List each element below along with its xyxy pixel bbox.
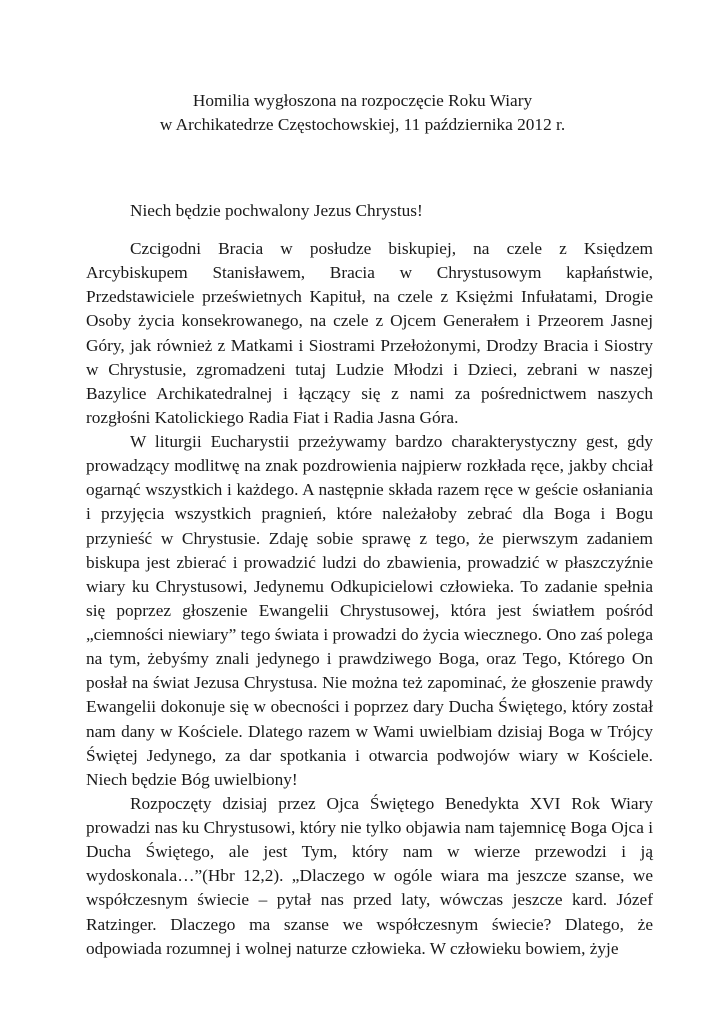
homily-heading xyxy=(80,89,645,137)
paragraph-address: Czcigodni Bracia w posłudze biskupiej, na czele z Księdzem Arcybiskupem Stanisławem, Bracia w Chrystusowym kapłaństwie, Przedstawiciele prześwietnych Kapituł, na czele z Księżmi Infułatami, Drogie Osoby życia konsekrowanego, na czele z Ojcem Generałem i Przeorem Jasnej Góry, jak również z Matkami i Siostrami Przełożonymi, Drodzy Bracia i Siostry w Chrystusie, zgromadzeni tutaj Ludzie Młodzi i Dzieci, zebrani w naszej Bazylice Archikatedralnej i łączący się z nami za pośrednictwem naszych rozgłośni Katolickiego Radia Fiat i Radia Jasna Góra. xyxy=(86,239,653,427)
heading-line-1: Homilia wygłoszona na rozpoczęcie Roku Wiary xyxy=(192,91,533,110)
homily-body xyxy=(86,237,653,961)
paragraph-year-of-faith: Rozpoczęty dzisiaj przez Ojca Świętego Benedykta XVI Rok Wiary prowadzi nas ku Chrystusowi, który nie tylko objawia nam tajemnicę Boga Ojca i Ducha Świętego, ale jest Tym, który nam w wierze przewodzi i ją wydoskonala…”(Hbr 12,2). „Dlaczego w ogóle wiara ma jeszcze szanse, we współczesnym świecie – pytał nas przed laty, wówczas jeszcze kard. Józef Ratzinger. Dlaczego ma szanse we współczesnym świecie? Dlatego, że odpowiada rozumnej i wolnej naturze człowieka. W człowieku bowiem, żyje xyxy=(86,793,653,958)
greeting: Niech będzie pochwalony Jezus Chrystus! xyxy=(130,201,423,220)
heading-line-2: w Archikatedrze Częstochowskiej, 11 października 2012 r. xyxy=(159,115,566,134)
paragraph-liturgy: W liturgii Eucharystii przeżywamy bardzo charakterystyczny gest, gdy prowadzący modlitwę na znak pozdrowienia najpierw rozkłada ręce, jakby chciał ogarnąć wszystkich i każdego. A następnie składa razem ręce w geście osłaniania i przyjęcia wszystkich pragnień, które należałoby zebrać dla Boga i Bogu przynieść w Chrystusie. Zdaję sobie sprawę z tego, że pierwszym zadaniem biskupa jest zbierać i prowadzić ludzi do zbawienia, prowadzić w płaszczyźnie wiary ku Chrystusowi, Jedynemu Odkupicielowi człowieka. To zadanie spełnia się poprzez głoszenie Ewangelii Chrystusowej, która jest światłem pośród „ciemności niewiary” tego świata i prowadzi do życia wiecznego. Ono zaś polega na tym, żebyśmy znali jedynego i prawdziwego Boga, oraz Tego, Którego On posłał na świat Jezusa Chrystusa. Nie można też zapominać, że głoszenie prawdy Ewangelii dokonuje się w obecności i poprzez dary Ducha Świętego, który został nam dany w Kościele. Dlatego razem w Wami uwielbiam dzisiaj Boga w Trójcy Świętej Jedynego, za dar spotkania i otwarcia podwojów wiary w Kościele. Niech będzie Bóg uwielbiony! xyxy=(86,432,653,789)
